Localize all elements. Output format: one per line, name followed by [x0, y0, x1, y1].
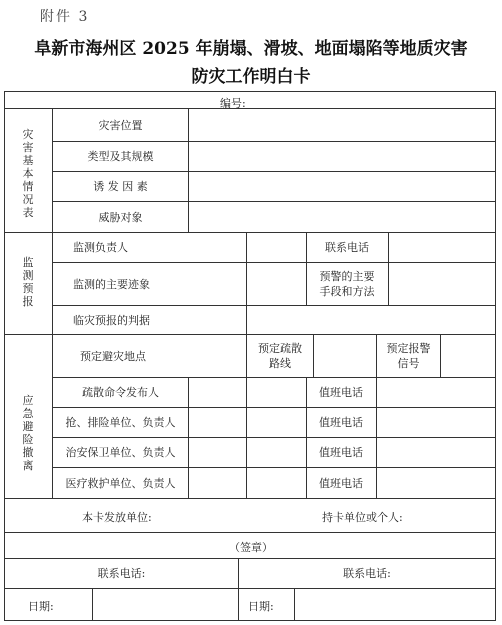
section-evacuation: 应急避险撤离	[22, 394, 34, 472]
label-holder-date: 日期:	[248, 600, 274, 613]
card-number-label: 编号:	[220, 97, 246, 110]
label-alarm-signal: 预定报警 信号	[386, 342, 431, 370]
section-monitoring: 监测预报	[22, 256, 34, 308]
section-disaster-basics: 灾害基本情况表	[22, 128, 34, 219]
label-order-issuer: 疏散命令发布人	[82, 386, 159, 399]
label-threat: 威胁对象	[98, 210, 143, 224]
label-monitor-signs: 监测的主要迹象	[73, 277, 150, 291]
label-issuer-phone: 联系电话:	[97, 567, 146, 580]
label-location: 灾害位置	[98, 118, 143, 132]
annex-label: 附件 3	[40, 9, 90, 25]
label-warning-method: 预警的主要 手段和方法	[319, 270, 375, 298]
label-duty-phone: 值班电话	[319, 476, 363, 490]
label-card-holder: 持卡单位或个人:	[322, 511, 403, 524]
label-issuing-unit: 本卡发放单位:	[82, 511, 152, 524]
label-security-unit: 治安保卫单位、负责人	[65, 446, 176, 459]
label-medical-unit: 医疗救护单位、负责人	[65, 476, 176, 490]
label-contact-phone: 联系电话	[325, 241, 369, 254]
label-forecast-judgment: 临灾预报的判据	[73, 313, 150, 327]
label-trigger: 诱 发 因 素	[93, 180, 148, 193]
label-type-scale: 类型及其规模	[87, 150, 154, 163]
label-rescue-unit: 抢、排险单位、负责人	[65, 416, 176, 429]
label-monitor-person: 监测负责人	[73, 241, 128, 254]
label-duty-phone: 值班电话	[319, 416, 363, 429]
page-title: 阜新市海州区 2025 年崩塌、滑坡、地面塌陷等地质灾害	[34, 39, 468, 59]
label-issuer-date: 日期:	[28, 600, 54, 613]
label-evac-route: 预定疏散 路线	[258, 342, 302, 370]
label-duty-phone: 值班电话	[319, 386, 363, 399]
label-holder-phone: 联系电话:	[343, 567, 391, 580]
label-duty-phone: 值班电话	[319, 446, 363, 459]
label-shelter: 预定避灾地点	[80, 349, 146, 363]
label-seal: （签章）	[229, 541, 273, 554]
page-subtitle: 防灾工作明白卡	[191, 67, 311, 87]
